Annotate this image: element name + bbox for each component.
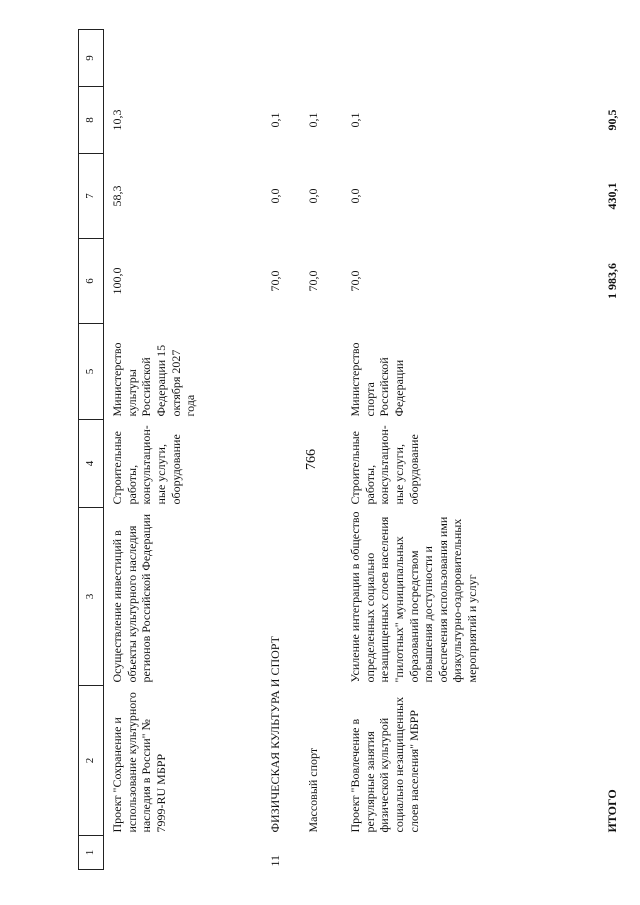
table-row [104, 30, 265, 870]
column-number: 7 [79, 154, 104, 239]
responsible-body: Министерство культуры Российской Федерации 15 октября 2027 года [110, 342, 198, 417]
column-number: 5 [79, 324, 104, 420]
table-row [300, 30, 342, 870]
column-number: 9 [79, 30, 104, 87]
total-col7: 430,1 [605, 182, 619, 210]
project-activities: Строительные работы, консультацион-ные услуги, оборудование [110, 425, 183, 505]
section-row [264, 30, 300, 870]
total-row [587, 30, 640, 870]
column-number: 3 [79, 508, 104, 686]
row-number [342, 836, 587, 870]
project-purpose: Осуществление инвестиций в объекты культурного наследия регионов Российской Федерации [110, 513, 154, 683]
section-number: 11 [268, 854, 282, 867]
amount-col7: 0,0 [348, 188, 362, 204]
total-col8: 90,5 [605, 109, 619, 131]
column-number-row [79, 30, 104, 870]
amount-col7: 0,0 [268, 188, 282, 204]
row-number [300, 836, 342, 870]
column-number: 2 [79, 686, 104, 836]
amount-col6: 70,0 [306, 270, 320, 292]
amount-col8: 0,1 [348, 112, 362, 128]
table-row [342, 30, 587, 870]
project-name: Проект "Сохранение и использование культурного наследия в России" № 7999-RU МБРР [110, 692, 168, 833]
amount-col6: 70,0 [268, 270, 282, 292]
amount-col9 [342, 30, 587, 87]
column-number: 6 [79, 239, 104, 324]
amount-col8: 10,3 [110, 109, 124, 131]
budget-table [78, 29, 640, 870]
total-col6: 1 983,6 [605, 263, 619, 299]
amount-col9 [300, 30, 342, 87]
amount-col6: 70,0 [348, 270, 362, 292]
project-name: Проект "Вовлечение в регулярные занятия физической культурой социально незащищенных слоев населения" МБРР [348, 696, 421, 833]
column-number: 4 [79, 420, 104, 508]
project-activities: Строительные работы, консультацион-ные услуги, оборудование [348, 425, 421, 505]
page-number: 766 [304, 449, 319, 471]
column-number: 1 [79, 836, 104, 870]
amount-col9 [264, 30, 300, 87]
amount-col8: 0,1 [268, 112, 282, 128]
amount-col9 [104, 30, 265, 87]
responsible-body: Министерство спорта Российской Федерации [348, 342, 406, 417]
section-title: ФИЗИЧЕСКАЯ КУЛЬТУРА И СПОРТ [268, 636, 282, 833]
amount-col7: 58,3 [110, 185, 124, 207]
column-number: 8 [79, 87, 104, 154]
subsection-title: Массовый спорт [306, 747, 320, 833]
amount-col8: 0,1 [306, 112, 320, 128]
amount-col6: 100,0 [110, 267, 124, 295]
rotated-table-container [78, 30, 618, 870]
amount-col7: 0,0 [306, 188, 320, 204]
row-number [104, 836, 265, 870]
project-purpose: Усиление интеграции в общество определенных социально незащищенных слоев населения "пилотных" муниципальных образований посредством повышения доступности и обеспечения использования ими физкультурно-оздоровительных мероприятий и услуг [348, 511, 479, 683]
total-label: ИТОГО [605, 789, 619, 833]
